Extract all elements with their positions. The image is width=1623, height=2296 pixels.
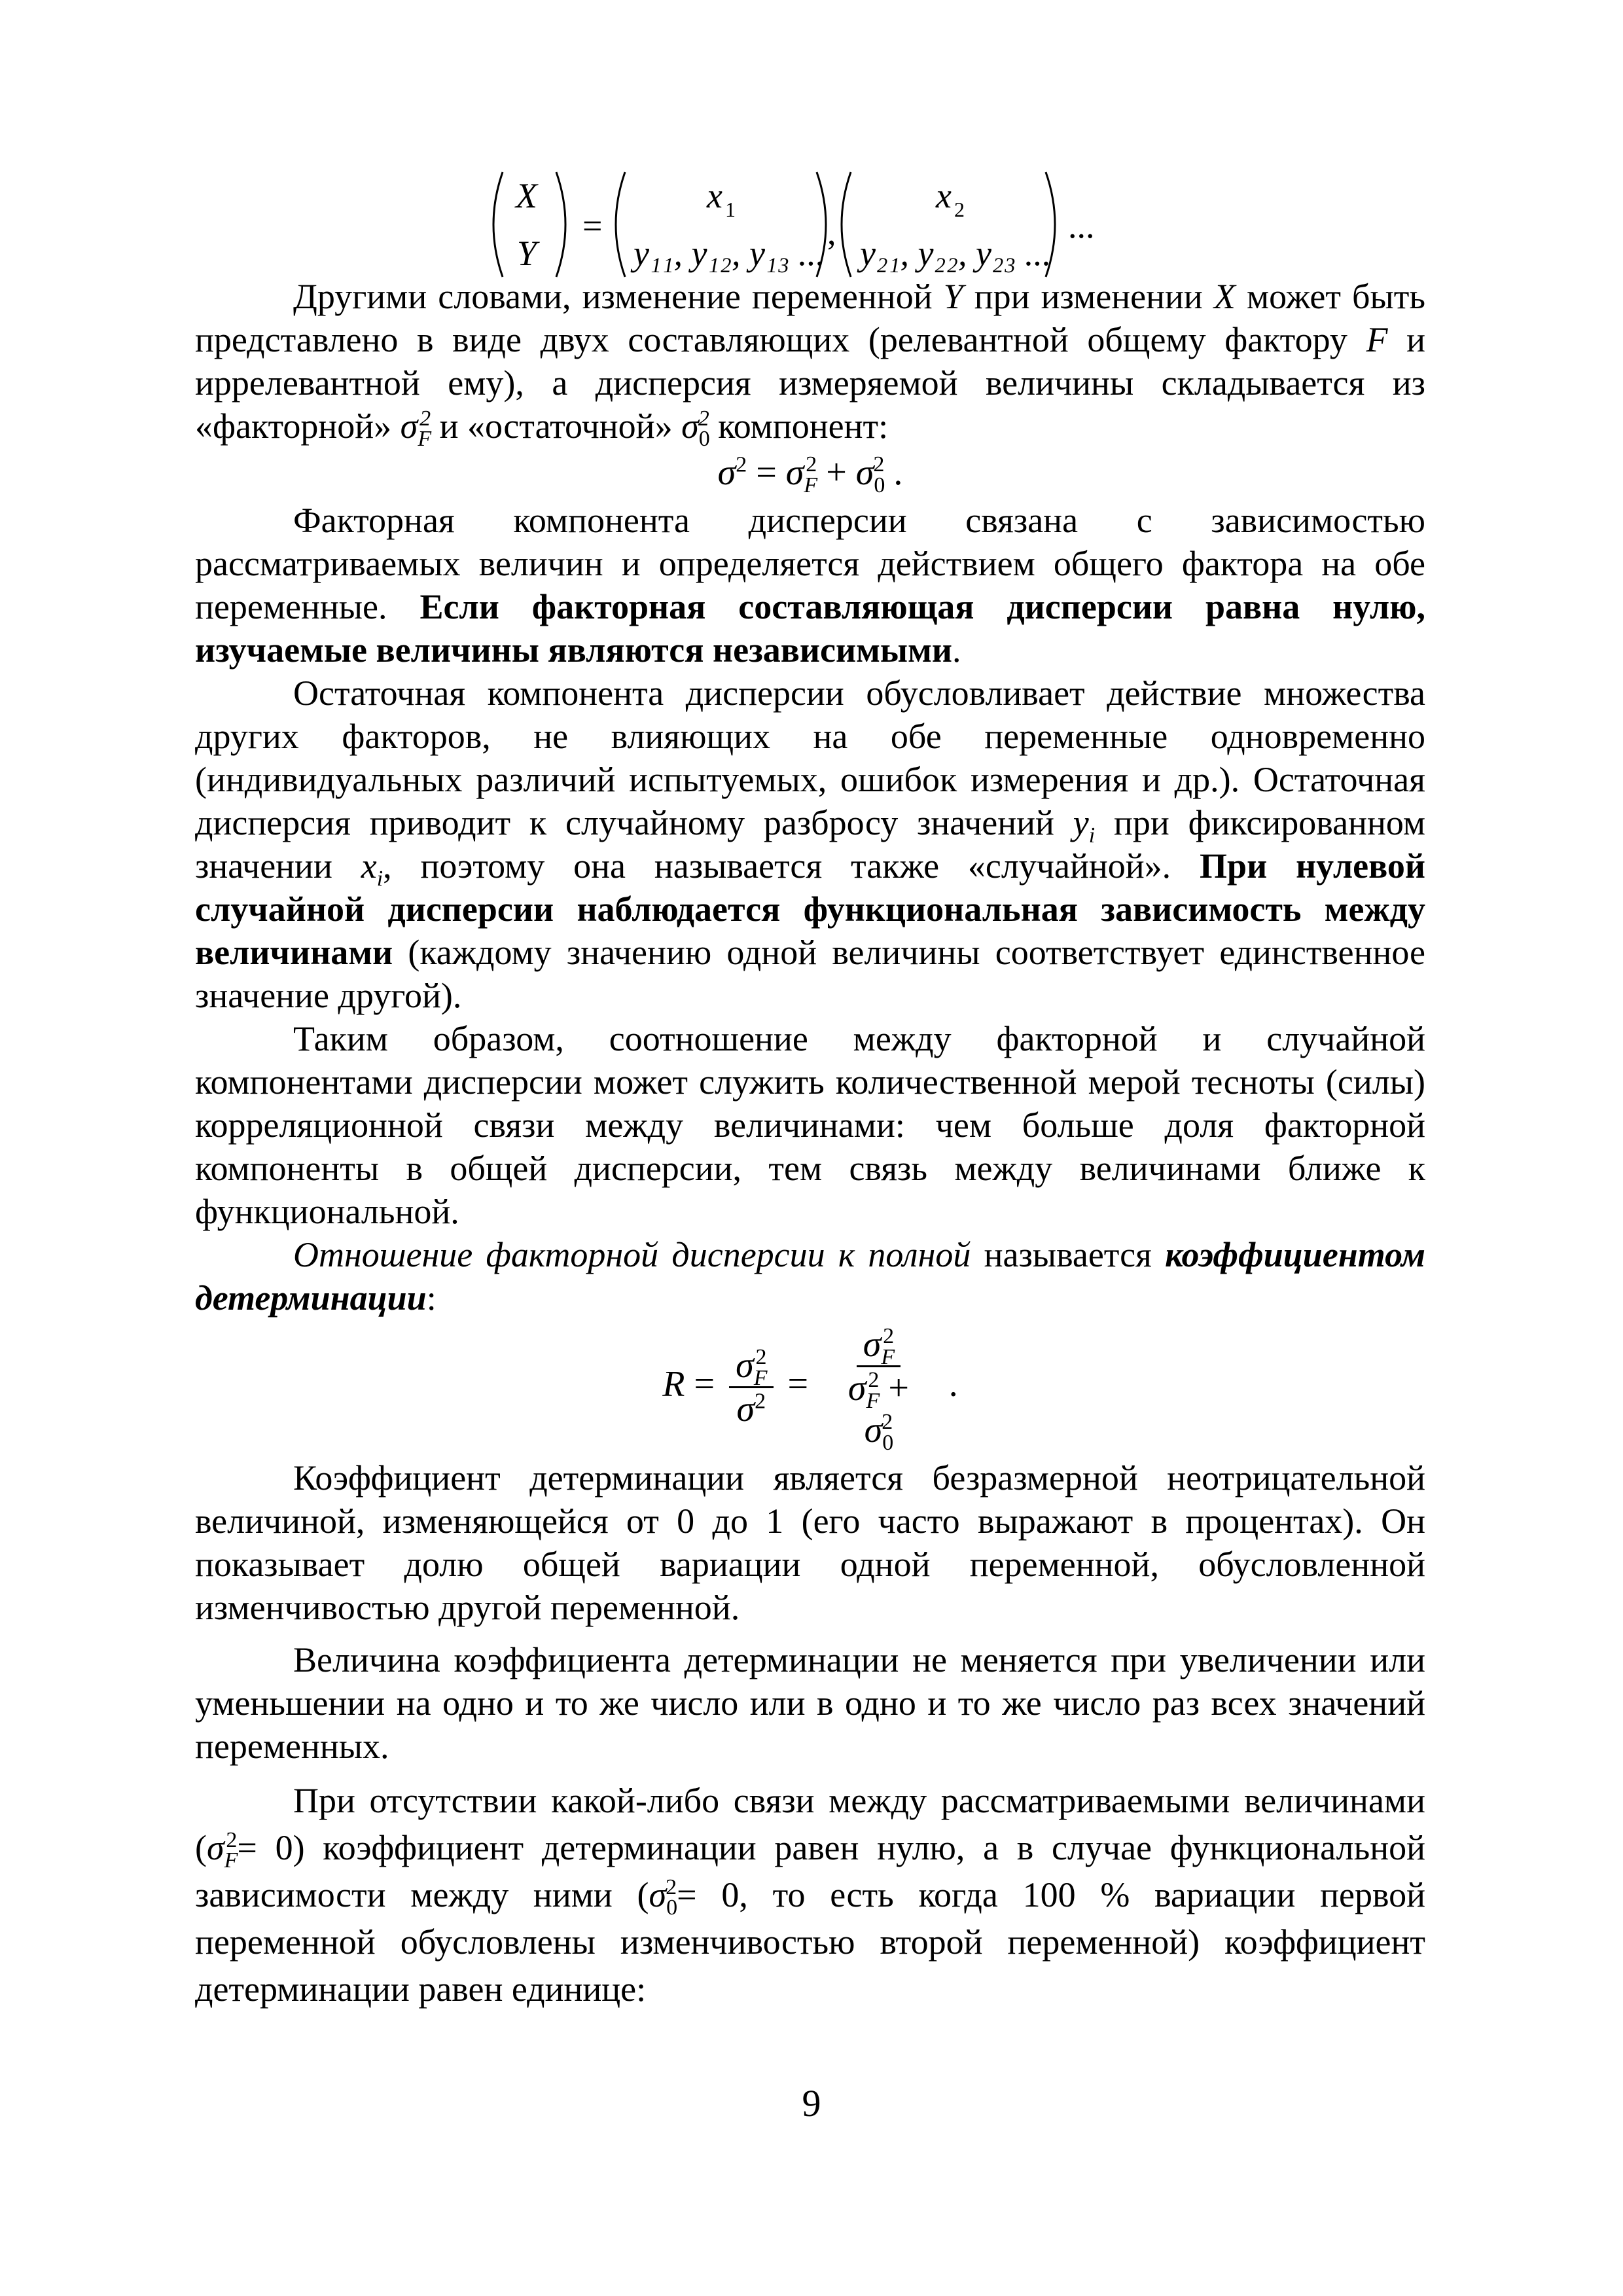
paragraph-5: Отношение факторной дисперсии к полной называется коэффициентом детерминации: — [195, 1235, 1426, 1318]
matrix-lhs-x: X — [516, 176, 537, 215]
paragraph-6: Коэффициент детерминации является безразмерной неотрицательной величиной, изменяющейся от 0 до 1 (его часто выражают в процентах). Он показывает долю общей вариации одной переменной, обусловленной изменчивостью другой переменной. — [195, 1458, 1425, 1627]
svg-text:1: 1 — [725, 198, 736, 221]
paragraph-1: Другими словами, изменение переменной Y при изменении X может быть представлено в виде двух составляющих (релевантной общему фактору F и иррелевантной ему), а дисперсия измеряемой величины складывается из «факторной» $\sigma_F^2$ и «остаточной» $\sigma_0^2$ компонент: — [195, 277, 1425, 451]
variance-equation: $\sigma^2 = \sigma_F^2 + \sigma_0^2$ . — [717, 452, 903, 498]
determination-formula: R = $\frac{\sigma_F^2}{\sigma^2}$ = $\frac{\sigma_F^2}{\sigma_F^2 + \sigma_0^2}$ . — [662, 1324, 958, 1456]
matrix-equals: = — [582, 206, 603, 245]
body-text — [195, 275, 1425, 2013]
paragraph-7: Величина коэффициента детерминации не меняется при увеличении или уменьшении на одно и то же число или в одно и то же число раз всех значений переменных. — [195, 1640, 1425, 1766]
paragraph-4: Таким образом, соотношение между факторной и случайной компонентами дисперсии может служить количественной мерой тесноты (силы) корреляционной связи между величинами: чем больше доля факторной компоненты в общей дисперсии, тем связь между величинами ближе к функциональной. — [195, 1019, 1425, 1231]
page-number: 9 — [802, 2082, 821, 2125]
matrix-col1-bottom: y₁₁, y₁₂, y₁₃ ... — [633, 234, 825, 273]
svg-text:,: , — [827, 213, 836, 252]
svg-text:2: 2 — [954, 198, 965, 221]
paragraph-8: При отсутствии какой-либо связи между рассматриваемыми величинами $(\sigma_F^2= 0)$ коэффициент детерминации равен нулю, а в случае функциональной зависимости между ними ($\sigma_0^2= 0$, то есть когда 100 % вариации первой переменной обусловлены изменчивостью второй переменной) коэффициент детерминации равен единице: — [195, 1781, 1425, 2009]
paragraph-2: Факторная компонента дисперсии связана с зависимостью рассматриваемых величин и определяется действием общего фактора на обе переменные. Если факторная составляющая дисперсии равна нулю, изучаемые величины являются независимыми. — [195, 501, 1425, 670]
paragraph-3: Остаточная компонента дисперсии обусловливает действие множества других факторов, не влияющих на обе переменные одновременно (индивидуальных различий испытуемых, ошибок измерения и др.). Остаточная дисперсия приводит к случайному разбросу значений $y_i$ при фиксированном значении $x_i$, поэтому она называется также «случайной». При нулевой случайной дисперсии наблюдается функциональная зависимость между величинами (каждому значению одной величины соответствует единственное значение другой). — [195, 673, 1426, 1015]
svg-text:...: ... — [1068, 206, 1095, 245]
matrix-col1-top: x — [707, 176, 722, 215]
matrix-equation — [484, 167, 1204, 281]
matrix-lhs-y: Y — [517, 234, 537, 273]
matrix-col2-bottom: y₂₁, y₂₂, y₂₃ ... — [860, 234, 1052, 273]
matrix-col2-top: x — [936, 176, 952, 215]
